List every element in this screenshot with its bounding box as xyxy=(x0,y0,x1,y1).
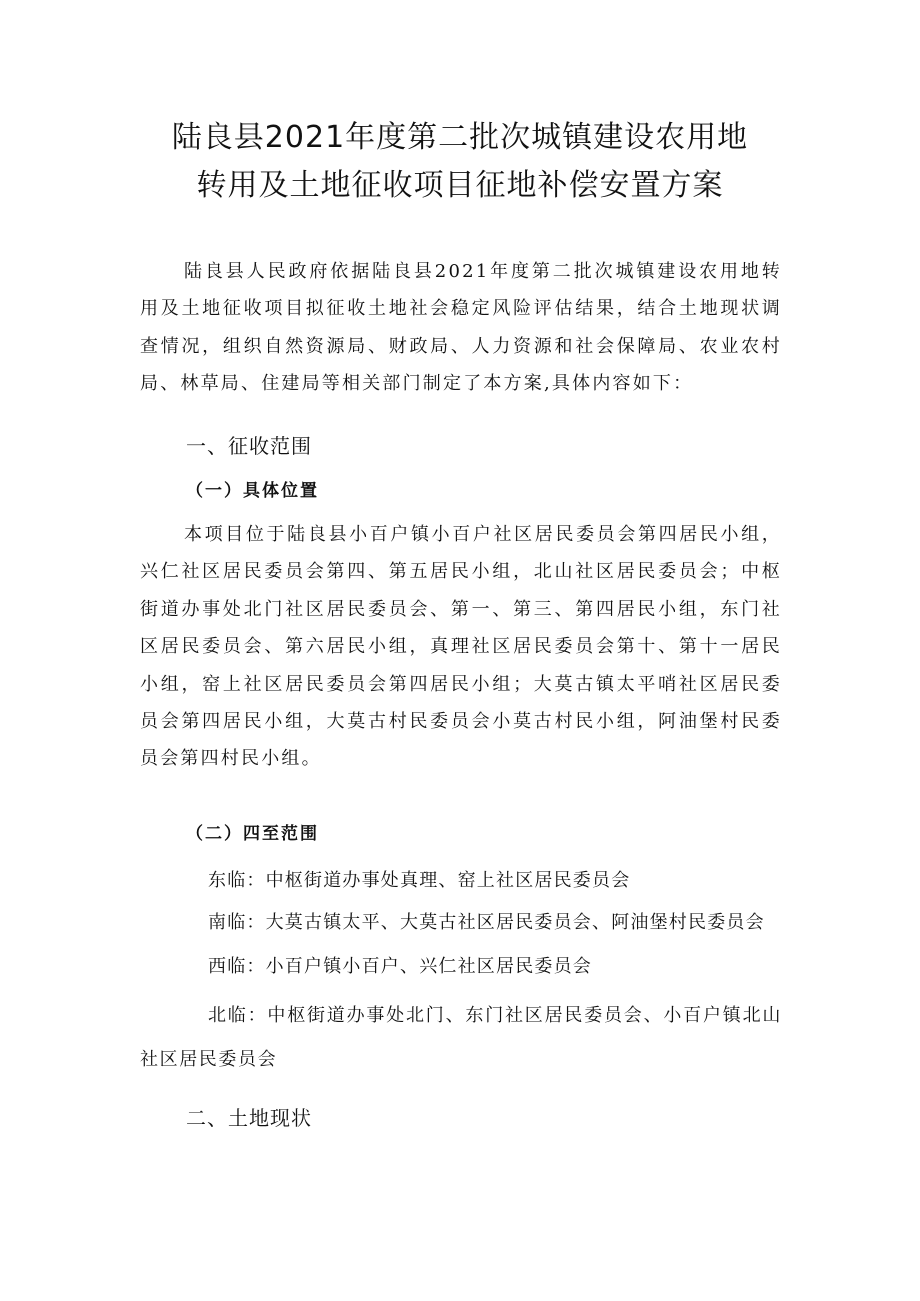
section-heading-land-status: 二、土地现状 xyxy=(186,1106,312,1130)
boundary-south: 南临：大莫古镇太平、大莫古社区居民委员会、阿油堡村民委员会 xyxy=(208,912,765,933)
boundary-west: 西临：小百户镇小百户、兴仁社区居民委员会 xyxy=(208,956,592,977)
subheading-boundaries: （二）四至范围 xyxy=(186,824,319,844)
document-title-line-2: 转用及土地征收项目征地补偿安置方案 xyxy=(196,168,724,203)
boundary-east: 东临：中枢街道办事处真理、窑上社区居民委员会 xyxy=(208,870,631,891)
document-title-line-1: 陆良县2021年度第二批次城镇建设农用地 xyxy=(171,120,749,155)
subheading-location: （一）具体位置 xyxy=(186,481,319,501)
intro-paragraph: 陆良县人民政府依据陆良县2021年度第二批次城镇建设农用地转用及土地征收项目拟征收土地社会稳定风险评估结果，结合土地现状调查情况，组织自然资源局、财政局、人力资源和社会保障局、农业农村局、林草局、住建局等相关部门制定了本方案,具体内容如下： xyxy=(140,261,782,395)
location-paragraph: 本项目位于陆良县小百户镇小百户社区居民委员会第四居民小组，兴仁社区居民委员会第四、第五居民小组，北山社区居民委员会；中枢街道办事处北门社区居民委员会、第一、第三、第四居民小组，东门社区居民委员会、第六居民小组，真理社区居民委员会第十、第十一居民小组，窑上社区居民委员会第四居民小组；大莫古镇太平哨社区居民委员会第四居民小组，大莫古村民委员会小莫古村民小组，阿油堡村民委员会第四村民小组。 xyxy=(140,524,782,770)
section-heading-scope: 一、征收范围 xyxy=(186,434,312,458)
boundary-north: 北临：中枢街道办事处北门、东门社区居民委员会、小百户镇北山社区居民委员会 xyxy=(140,1005,782,1070)
